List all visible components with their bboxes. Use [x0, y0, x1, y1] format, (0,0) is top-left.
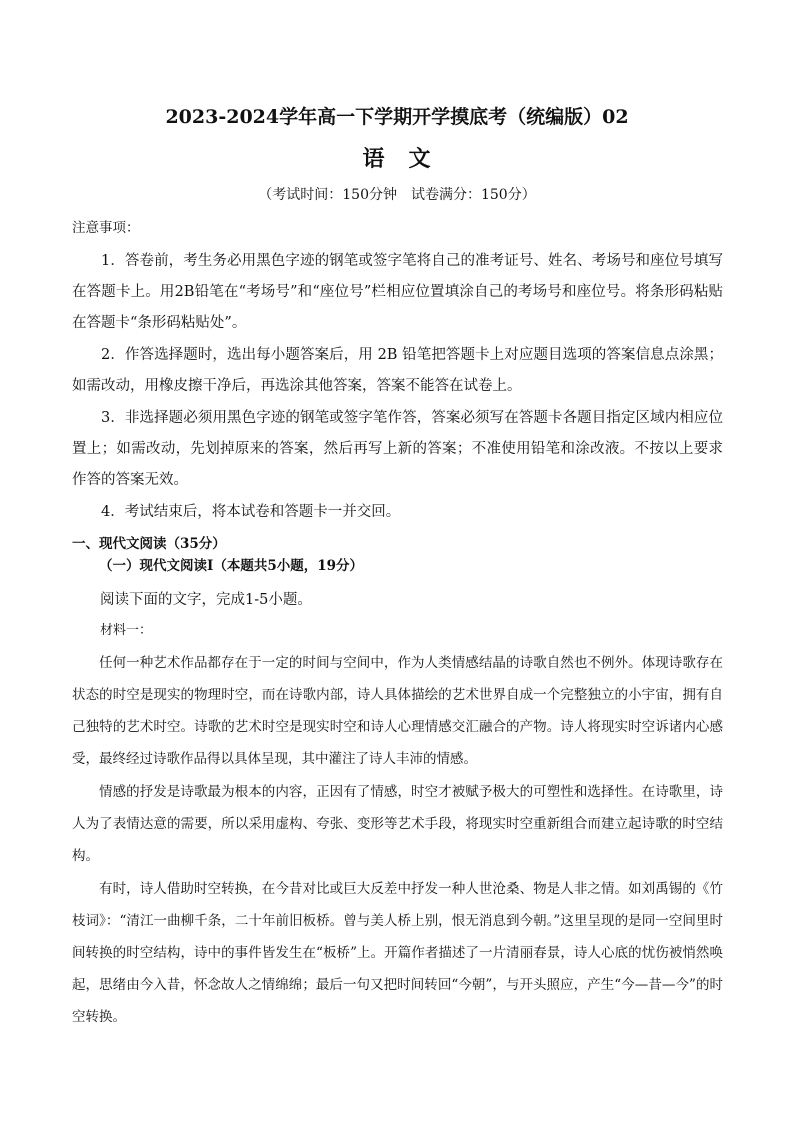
subject-title: 语 文 — [362, 146, 432, 172]
subsection-heading: （一）现代文阅读Ⅰ（本题共5小题，19分） — [99, 558, 363, 574]
material-paragraph-2: 情感的抒发是诗歌最为根本的内容，正因有了情感，时空才被赋予极大的可塑性和选择性。在诗歌里，诗人为了表情达意的需要，所以采用虚构、夸张、变形等艺术手段，将现实时空重新组合而建立起诗歌的时空结构。 — [72, 784, 723, 864]
notice-item-3: 3．非选择题必须用黑色字迹的钢笔或签字笔作答，答案必须写在答题卡各题目指定区域内相应位置上；如需改动，先划掉原来的答案，然后再写上新的答案；不准使用铅笔和涂改液。不按以上要求作答的答案无效。 — [72, 410, 723, 488]
notice-item-4: 4．考试结束后，将本试卷和答题卡一并交回。 — [101, 504, 401, 520]
notice-item-2: 2．作答选择题时，选出每小题答案后，用 2B 铅笔把答题卡上对应题目选项的答案信息点涂黑；如需改动，用橡皮擦干净后，再选涂其他答案，答案不能答在试卷上。 — [72, 347, 723, 394]
exam-title: 2023-2024学年高一下学期开学摸底考（统编版）02 — [165, 106, 629, 128]
exam-time-and-score: （考试时间：150分钟 试卷满分：150分） — [258, 187, 536, 203]
notice-item-1: 1．答卷前，考生务必用黑色字迹的钢笔或签字笔将自己的准考证号、姓名、考场号和座位号填写在答题卡上。用2B铅笔在“考场号”和“座位号”栏相应位置填涂自己的考场号和座位号。将条形码粘贴在答题卡“条形码粘贴处”。 — [72, 253, 723, 331]
material-paragraph-1: 任何一种艺术作品都存在于一定的时间与空间中，作为人类情感结晶的诗歌自然也不例外。体现诗歌存在状态的时空是现实的物理时空，而在诗歌内部，诗人具体描绘的艺术世界自成一个完整独立的小宇宙，拥有自己独特的艺术时空。诗歌的艺术时空是现实时空和诗人心理情感交汇融合的产物。诗人将现实时空诉诸内心感受，最终经过诗歌作品得以具体呈现，其中灌注了诗人丰沛的情感。 — [72, 655, 723, 767]
material-label: 材料一： — [100, 623, 153, 638]
reading-instruction: 阅读下面的文字，完成1-5小题。 — [100, 592, 312, 608]
notice-heading: 注意事项： — [72, 220, 140, 236]
section-heading: 一、现代文阅读（35分） — [72, 536, 226, 552]
material-paragraph-3: 有时，诗人借助时空转换，在今昔对比或巨大反差中抒发一种人世沧桑、物是人非之情。如刘禹锡的《竹枝词》：“清江一曲柳千条，二十年前旧板桥。曾与美人桥上别，恨无消息到今朝。”这里呈现的是同一空间里时间转换的时空结构，诗中的事件皆发生在“板桥”上。开篇作者描述了一片清丽春景，诗人心底的忧伤被悄然唤起，思绪由今入昔，怀念故人之情绵绵；最后一句又把时间转回“今朝”，与开头照应，产生“今—昔—今”的时空转换。 — [72, 881, 723, 1025]
